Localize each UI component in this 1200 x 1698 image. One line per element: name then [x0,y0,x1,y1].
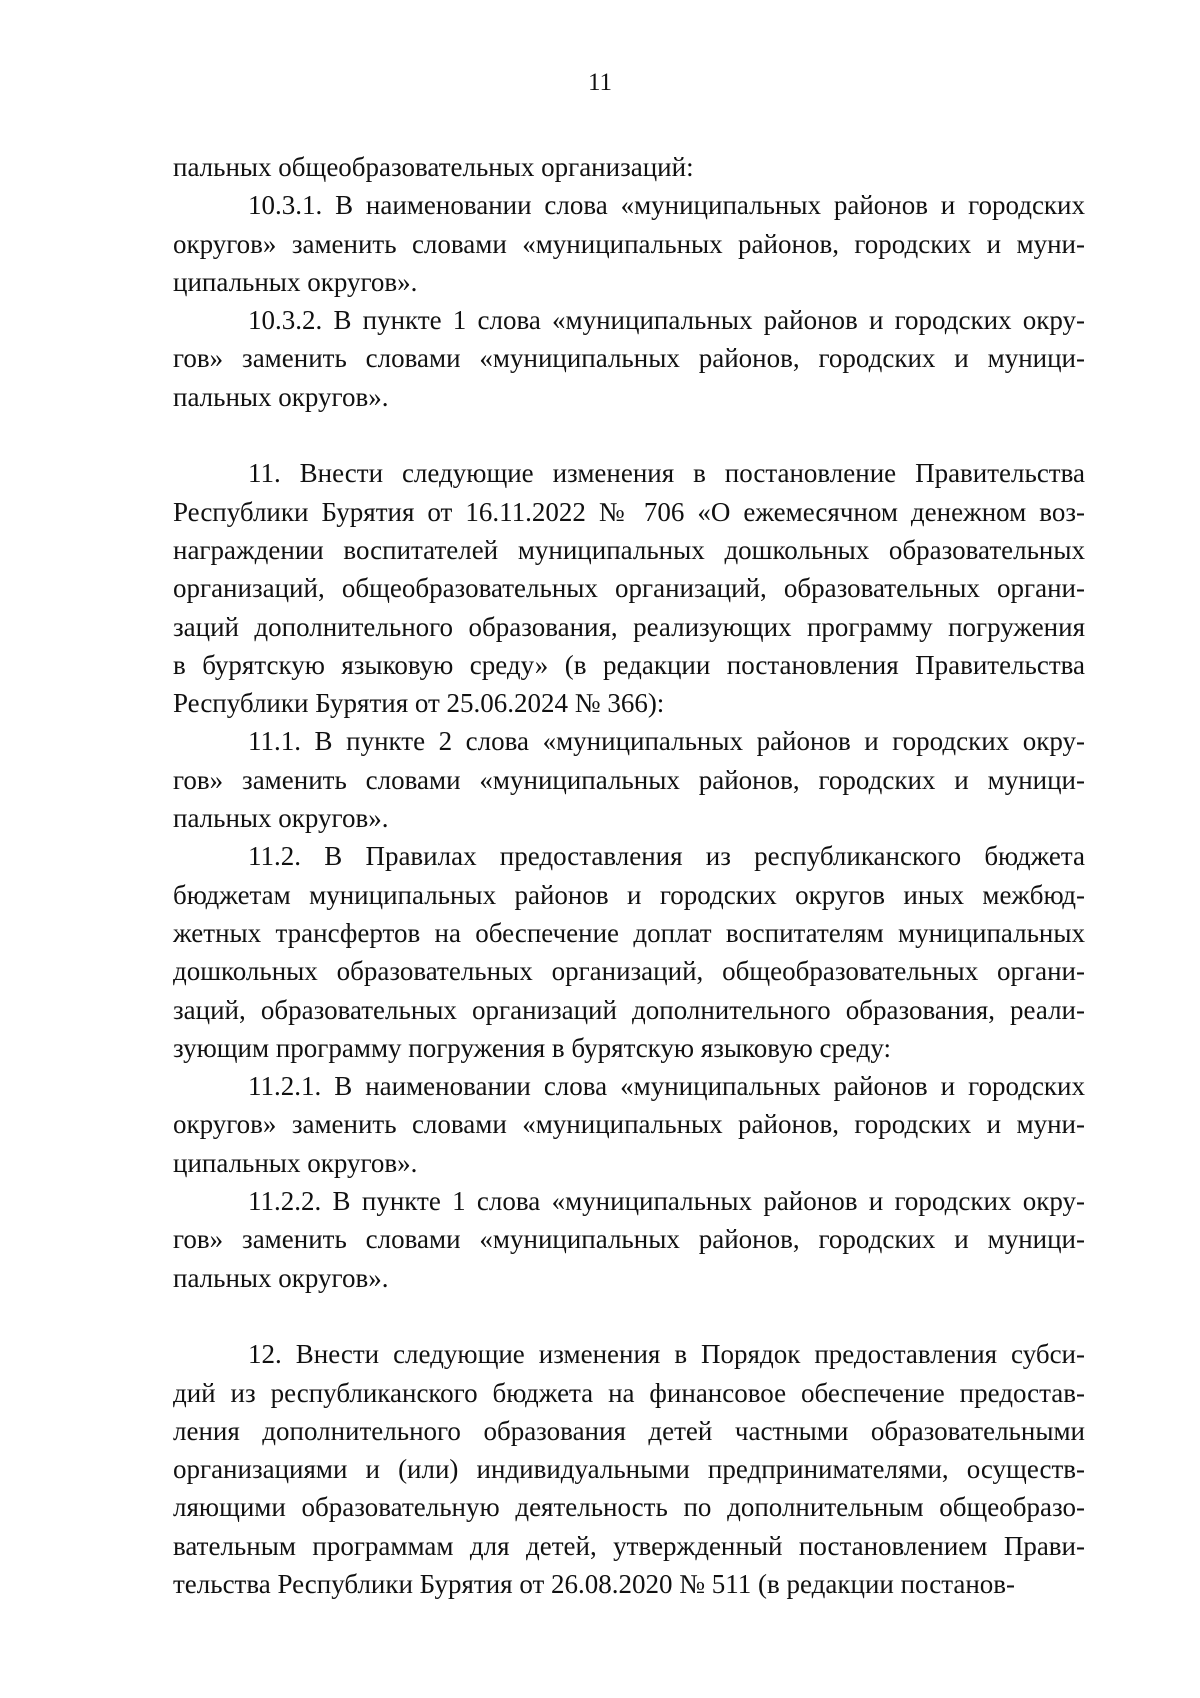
text-line: 10.3.1. В наименовании слова «муниципальных районов и городских [248,190,1085,221]
text-line: 11.2.2. В пункте 1 слова «муниципальных районов и городских окру- [248,1186,1085,1217]
text-line: в бурятскую языковую среду» (в редакции постановления Правительства [173,649,1085,680]
paragraph [173,148,1085,186]
text-line: Республики Бурятия от 16.11.2022 № 706 «О ежемесячном денежном воз- [173,496,1085,527]
text-line: тельства Республики Бурятия от 26.08.2020 № 511 (в редакции постанов- [173,1568,1016,1599]
text-line: пальных округов». [173,1262,389,1293]
paragraph [173,722,1085,837]
text-line: округов» заменить словами «муниципальных районов, городских и муни- [173,228,1085,259]
text-line: округов» заменить словами «муниципальных районов, городских и муни- [173,1109,1085,1140]
text-line: гов» заменить словами «муниципальных районов, городских и муници- [173,343,1085,374]
text-line: награждении воспитателей муниципальных дошкольных образовательных [173,534,1085,565]
paragraph [173,454,1085,722]
text-line: заций, образовательных организаций дополнительного образования, реали- [173,994,1085,1025]
text-line: пальных округов». [173,803,389,834]
text-line: жетных трансфертов на обеспечение доплат воспитателям муниципальных [173,917,1085,948]
text-line: дий из республиканского бюджета на финансовое обеспечение предостав- [173,1377,1085,1408]
paragraph [173,1067,1085,1182]
paragraph-gap [173,416,1085,454]
text-line: зующим программу погружения в бурятскую языковую среду: [173,1032,892,1063]
text-line: гов» заменить словами «муниципальных районов, городских и муници- [173,764,1085,795]
paragraph [173,837,1085,1067]
text-line: 12. Внести следующие изменения в Порядок предоставления субси- [248,1339,1085,1370]
document-body [173,148,1085,1603]
text-line: заций дополнительного образования, реализующих программу погружения [173,611,1085,642]
text-line: 11.2. В Правилах предоставления из республиканского бюджета [248,841,1085,872]
text-line: ципальных округов». [173,1147,418,1178]
text-line: дошкольных образовательных организаций, общеобразовательных органи- [173,956,1085,987]
paragraph [173,1182,1085,1297]
text-line: гов» заменить словами «муниципальных районов, городских и муници- [173,1224,1085,1255]
text-line: пальных общеобразовательных организаций: [173,152,694,182]
text-line: Республики Бурятия от 25.06.2024 № 366): [173,688,665,719]
text-line: бюджетам муниципальных районов и городских округов иных межбюд- [173,879,1085,910]
text-line: ципальных округов». [173,266,418,297]
text-line: ляющими образовательную деятельность по дополнительным общеобразо- [173,1492,1085,1523]
text-line: 11.1. В пункте 2 слова «муниципальных районов и городских окру- [248,726,1085,757]
text-line: вательным программам для детей, утвержденный постановлением Прави- [173,1530,1085,1561]
text-line: 10.3.2. В пункте 1 слова «муниципальных районов и городских окру- [248,305,1085,336]
text-line: ления дополнительного образования детей частными образовательными [173,1415,1085,1446]
paragraph [173,186,1085,301]
text-line: организациями и (или) индивидуальными предпринимателями, осуществ- [173,1454,1085,1485]
text-line: организаций, общеобразовательных организаций, образовательных органи- [173,573,1085,604]
text-line: пальных округов». [173,381,389,412]
paragraph [173,1335,1085,1603]
paragraph-gap [173,1297,1085,1335]
text-line: 11.2.1. В наименовании слова «муниципальных районов и городских [248,1071,1085,1102]
text-line: 11. Внести следующие изменения в постановление Правительства [248,458,1085,489]
paragraph [173,301,1085,416]
page-number: 11 [587,69,613,96]
